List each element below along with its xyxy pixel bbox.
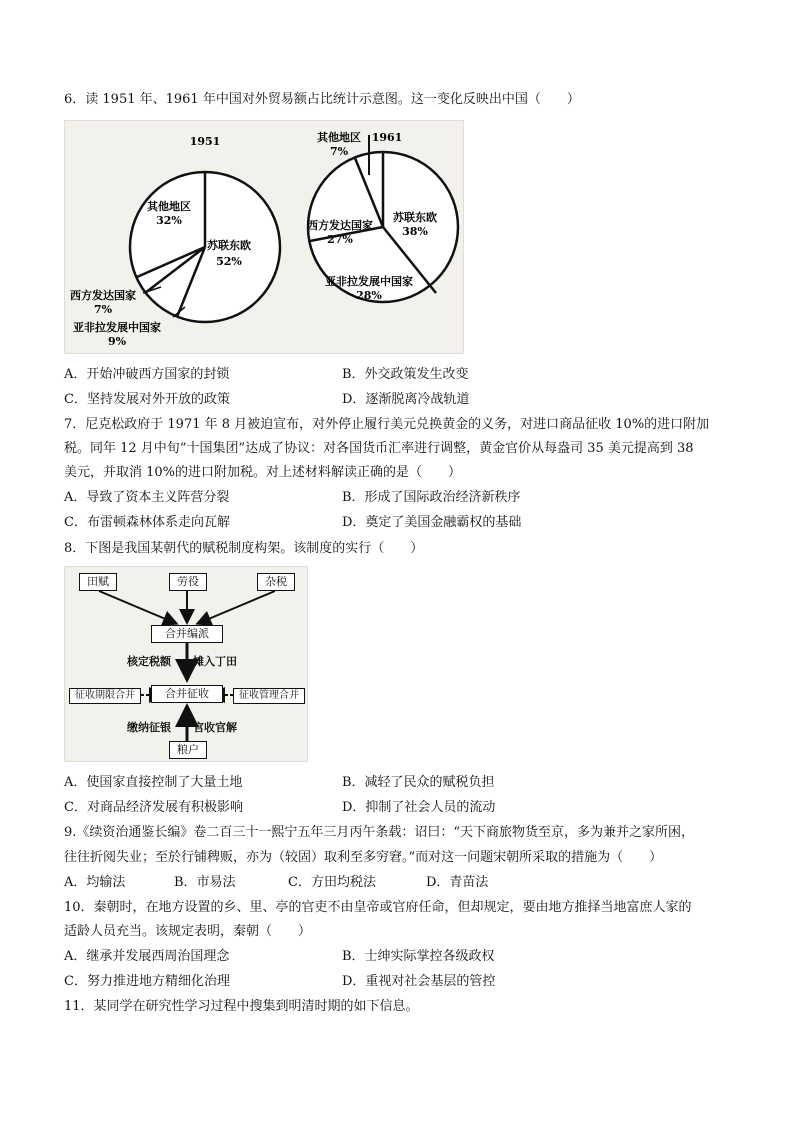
pie-1951: [70, 135, 280, 348]
q8-option-c: C．对商品经济发展有积极影响: [64, 800, 243, 815]
pie-1961-title: 1961: [371, 131, 403, 144]
box-misc-tax: 杂税: [257, 573, 295, 591]
box-merge-assign: 合并编派: [151, 625, 223, 643]
q9-stem-line-2: 往往折阅失业；至於行铺稗贩，亦为（较固）取利至多穷窘。”而对这一问题宋朝所采取的措施为（ ）: [64, 850, 663, 865]
q6-pie-charts-figure: [64, 120, 464, 354]
pie-1951-pct-soviet: 52%: [216, 255, 242, 268]
q9-option-d: D．青苗法: [426, 875, 489, 890]
q10-option-d: D．重视对社会基层的管控: [342, 974, 496, 989]
q6-option-b: B．外交政策发生改变: [342, 367, 469, 382]
pie-1961-label-developing: 亚非拉发展中国家: [325, 275, 413, 288]
q8-tax-diagram: [64, 566, 308, 762]
box-field-tax: 田赋: [79, 573, 117, 591]
q7-stem-line-1: 7．尼克松政府于 1971 年 8 月被迫宣布，对外停止履行美元兑换黄金的义务，对进口商品征收 10%的进口附加: [64, 417, 710, 432]
pie-1961-pct-soviet: 38%: [402, 225, 428, 238]
note-pay-silver: 缴纳征银: [127, 721, 171, 734]
q7-stem-line-3: 美元，并取消 10%的进口附加税。对上述材料解读正确的是（ ）: [64, 465, 462, 480]
pie-1951-pct-other: 32%: [156, 214, 182, 227]
pie-1951-label-other: 其他地区: [147, 200, 191, 213]
q10-option-c: C．努力推进地方精细化治理: [64, 974, 230, 989]
note-spread-to-land: 摊入丁田: [193, 655, 237, 668]
q9-option-a: A．均输法: [64, 875, 126, 890]
box-labor-service: 劳役: [169, 573, 207, 591]
q10-option-b: B．士绅实际掌控各级政权: [342, 949, 495, 964]
pie-1961: [307, 130, 458, 302]
pie-1951-label-soviet: 苏联东欧: [207, 239, 251, 252]
q8-diagram-connectors: [65, 567, 307, 761]
q9-option-c: C．方田均税法: [288, 875, 376, 890]
note-fixed-tax: 核定税额: [127, 655, 171, 668]
q9-option-b: B．市易法: [174, 875, 236, 890]
q8-stem: 8．下图是我国某朝代的赋税制度构架。该制度的实行（ ）: [64, 541, 424, 556]
box-merge-collect: 合并征收: [151, 685, 223, 703]
q6-option-d: D．逐渐脱离冷战轨道: [342, 392, 470, 407]
pie-1961-label-west: 西方发达国家: [307, 219, 373, 232]
q8-option-d: D．抑制了社会人员的流动: [342, 800, 496, 815]
box-grain-household: 粮户: [169, 741, 207, 759]
q7-option-a: A．导致了资本主义阵营分裂: [64, 490, 230, 505]
q6-option-a: A．开始冲破西方国家的封锁: [64, 367, 230, 382]
box-deadline-merge: 征收期限合并: [69, 688, 141, 704]
pie-1951-label-developing: 亚非拉发展中国家: [73, 321, 161, 334]
pie-1951-label-west: 西方发达国家: [70, 289, 136, 302]
pie-1961-label-other: 其他地区: [317, 131, 361, 144]
pie-1961-pct-other: 7%: [329, 145, 349, 158]
q10-option-a: A．继承并发展西周治国理念: [64, 949, 230, 964]
q6-stem: 6．读 1951 年、1961 年中国对外贸易额占比统计示意图。这一变化反映出中国（ ）: [64, 92, 580, 107]
q8-option-b: B．减轻了民众的赋税负担: [342, 775, 495, 790]
q11-stem: 11．某同学在研究性学习过程中搜集到明清时期的如下信息。: [64, 999, 419, 1014]
pie-1961-pct-developing: 28%: [356, 289, 382, 302]
q7-stem-line-2: 税。同年 12 月中旬“十国集团”达成了协议：对各国货币汇率进行调整，黄金官价从每盎司 35 美元提高到 38: [64, 441, 694, 456]
q9-stem-line-1: 9.《续资治通鉴长编》卷二百三十一熙宁五年三月丙午条载：诏曰：“天下商旅物货至京，多为兼并之家所困，: [64, 825, 695, 840]
note-official-collect: 官收官解: [193, 721, 237, 734]
pie-1951-pct-developing: 9%: [107, 335, 127, 348]
pie-1951-pct-west: 7%: [93, 303, 113, 316]
q7-option-c: C．布雷顿森林体系走向瓦解: [64, 515, 230, 530]
q7-option-b: B．形成了国际政治经济新秩序: [342, 490, 521, 505]
q6-pie-charts: [65, 121, 463, 353]
pie-1961-label-soviet: 苏联东欧: [393, 211, 437, 224]
pie-1961-pct-west: 27%: [327, 233, 353, 246]
q8-option-a: A．使国家直接控制了大量土地: [64, 775, 243, 790]
pie-1951-title: 1951: [189, 135, 221, 148]
q10-stem-line-2: 适龄人员充当。该规定表明，秦朝（ ）: [64, 924, 312, 939]
box-management-merge: 征收管理合并: [233, 688, 305, 704]
q7-option-d: D．奠定了美国金融霸权的基础: [342, 515, 522, 530]
q10-stem-line-1: 10．秦朝时，在地方设置的乡、里、亭的官吏不由皇帝或官府任命，但却规定，要由地方推择当地富庶人家的: [64, 900, 692, 915]
q6-option-c: C．坚持发展对外开放的政策: [64, 392, 230, 407]
